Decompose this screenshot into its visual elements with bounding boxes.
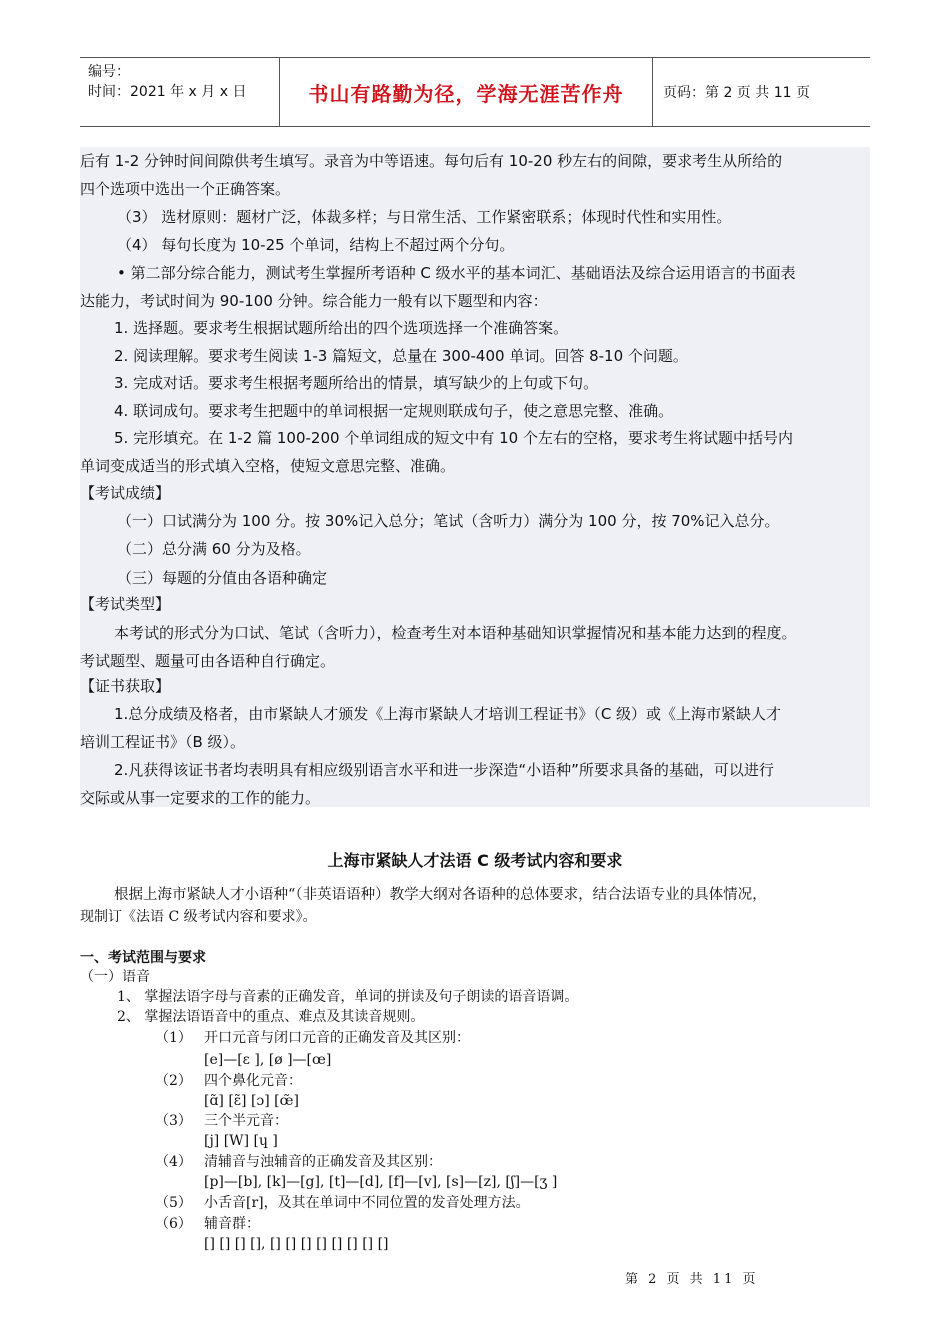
item-number: （4） bbox=[155, 1154, 192, 1170]
list-item: 5. 完形填充。在 1-2 篇 100-200 个单词组成的短文中有 10 个左右的空格，要求考生将试题中括号内 bbox=[114, 429, 793, 447]
paragraph-line: （4） 每句长度为 10-25 个单词，结构上不超过两个分句。 bbox=[117, 236, 515, 254]
paragraph-line: （3） 选材原则：题材广泛，体裁多样；与日常生活、工作紧密联系；体现时代性和实用性。 bbox=[117, 208, 732, 226]
header-motto: 书山有路勤为径，学海无涯苦作舟 bbox=[308, 81, 624, 106]
score-item: （三）每题的分值由各语种确定 bbox=[117, 569, 328, 587]
list-item: 1. 选择题。要求考生根据试题所给出的四个选项选择一个准确答案。 bbox=[114, 319, 569, 337]
phonetic-line: [] [] [] [], [] [] [] [] [] [] [] [] bbox=[204, 1236, 389, 1252]
paragraph-line: 本考试的形式分为口试、笔试（含听力），检查考生对本语种基础知识掌握情况和基本能力达到的程度。 bbox=[114, 624, 797, 642]
list-item: 2、 掌握法语语音中的重点、难点及其读音规则。 bbox=[117, 1009, 425, 1025]
item-number: （6） bbox=[155, 1216, 192, 1232]
item-text: 开口元音与闭口元音的正确发音及其区别： bbox=[204, 1030, 470, 1046]
list-item: 2. 阅读理解。要求考生阅读 1-3 篇短文，总量在 300-400 单词。回答 8-10 个问题。 bbox=[114, 347, 688, 365]
doc-date: 时间：2021 年 x 月 x 日 bbox=[88, 84, 247, 100]
list-item: 3. 完成对话。要求考生根据考题所给出的情景，填写缺少的上句或下句。 bbox=[114, 374, 599, 392]
section-heading-scores: 【考试成绩】 bbox=[80, 484, 171, 502]
paragraph-line: 培训工程证书》（B 级）。 bbox=[80, 733, 246, 751]
phonetic-line: [j] [W] [ɥ ] bbox=[204, 1133, 278, 1149]
item-text: 小舌音[r]，及其在单词中不同位置的发音处理方法。 bbox=[204, 1195, 530, 1211]
paragraph-line: • 第二部分综合能力，测试考生掌握所考语种 C 级水平的基本词汇、基础语法及综合运用语言的书面表 bbox=[117, 264, 796, 282]
item-text: 清辅音与浊辅音的正确发音及其区别： bbox=[204, 1154, 442, 1170]
item-text: 三个半元音： bbox=[204, 1113, 288, 1129]
section-heading-type: 【考试类型】 bbox=[80, 595, 171, 613]
paragraph-line: 达能力，考试时间为 90-100 分钟。综合能力一般有以下题型和内容： bbox=[80, 292, 548, 310]
header-page-info: 页码：第 2 页 共 11 页 bbox=[663, 85, 810, 101]
doc-number-label: 编号： bbox=[88, 64, 130, 80]
list-item: 1、 掌握法语字母与音素的正确发音，单词的拼读及句子朗读的语音语调。 bbox=[117, 989, 579, 1005]
phonetic-line: [ɑ̃] [ɛ̃] [ɔ] [œ̃] bbox=[204, 1093, 299, 1109]
document-title: 上海市紧缺人才法语 C 级考试内容和要求 bbox=[327, 851, 623, 870]
paragraph-line: 四个选项中选出一个正确答案。 bbox=[80, 180, 291, 198]
list-item: 4. 联词成句。要求考生把题中的单词根据一定规则联成句子，使之意思完整、准确。 bbox=[114, 402, 674, 420]
phonetic-line: [e]—[ɛ ], [ø ]—[œ] bbox=[204, 1052, 332, 1068]
paragraph-line: 考试题型、题量可由各语种自行确定。 bbox=[80, 652, 336, 670]
phonetic-line: [p]—[b], [k]—[g], [t]—[d], [f]—[v], [s]—[z], [ʃ]—[ʒ ] bbox=[204, 1174, 558, 1190]
score-item: （一）口试满分为 100 分。按 30%记入总分；笔试（含听力）满分为 100 分，按 70%记入总分。 bbox=[117, 512, 780, 530]
page-header bbox=[80, 57, 870, 127]
item-number: （5） bbox=[155, 1195, 192, 1211]
page-footer: 第 2 页 共 11 页 bbox=[625, 1272, 759, 1287]
item-number: （3） bbox=[155, 1113, 192, 1129]
paragraph-line: 2.凡获得该证书者均表明具有相应级别语言水平和进一步深造“小语种”所要求具备的基础，可以进行 bbox=[114, 761, 774, 779]
item-text: 辅音群： bbox=[204, 1216, 260, 1232]
item-number: （1） bbox=[155, 1030, 192, 1046]
item-text: 四个鼻化元音： bbox=[204, 1073, 302, 1089]
subsection-heading: （一）语音 bbox=[80, 969, 150, 985]
header-motto-cell bbox=[280, 58, 653, 126]
paragraph-line: 后有 1-2 分钟时间间隙供考生填写。录音为中等语速。每句后有 10-20 秒左右的间隙，要求考生从所给的 bbox=[80, 152, 783, 170]
item-number: （2） bbox=[155, 1073, 192, 1089]
section-heading-certificate: 【证书获取】 bbox=[80, 677, 171, 695]
score-item: （二）总分满 60 分为及格。 bbox=[117, 540, 311, 558]
paragraph-line: 交际或从事一定要求的工作的能力。 bbox=[80, 789, 321, 807]
header-page-cell bbox=[653, 58, 870, 126]
section-heading: 一、考试范围与要求 bbox=[80, 950, 206, 966]
intro-line: 根据上海市紧缺人才小语种“（非英语语种）教学大纲对各语种的总体要求，结合法语专业的具体情况， bbox=[114, 887, 767, 903]
header-meta bbox=[80, 58, 280, 126]
paragraph-line: 1.总分成绩及格者，由市紧缺人才颁发《上海市紧缺人才培训工程证书》（C 级）或《上海市紧缺人才 bbox=[114, 705, 782, 723]
intro-line: 现制订《法语 C 级考试内容和要求》。 bbox=[80, 909, 317, 925]
list-item-continued: 单词变成适当的形式填入空格，使短文意思完整、准确。 bbox=[80, 457, 456, 475]
